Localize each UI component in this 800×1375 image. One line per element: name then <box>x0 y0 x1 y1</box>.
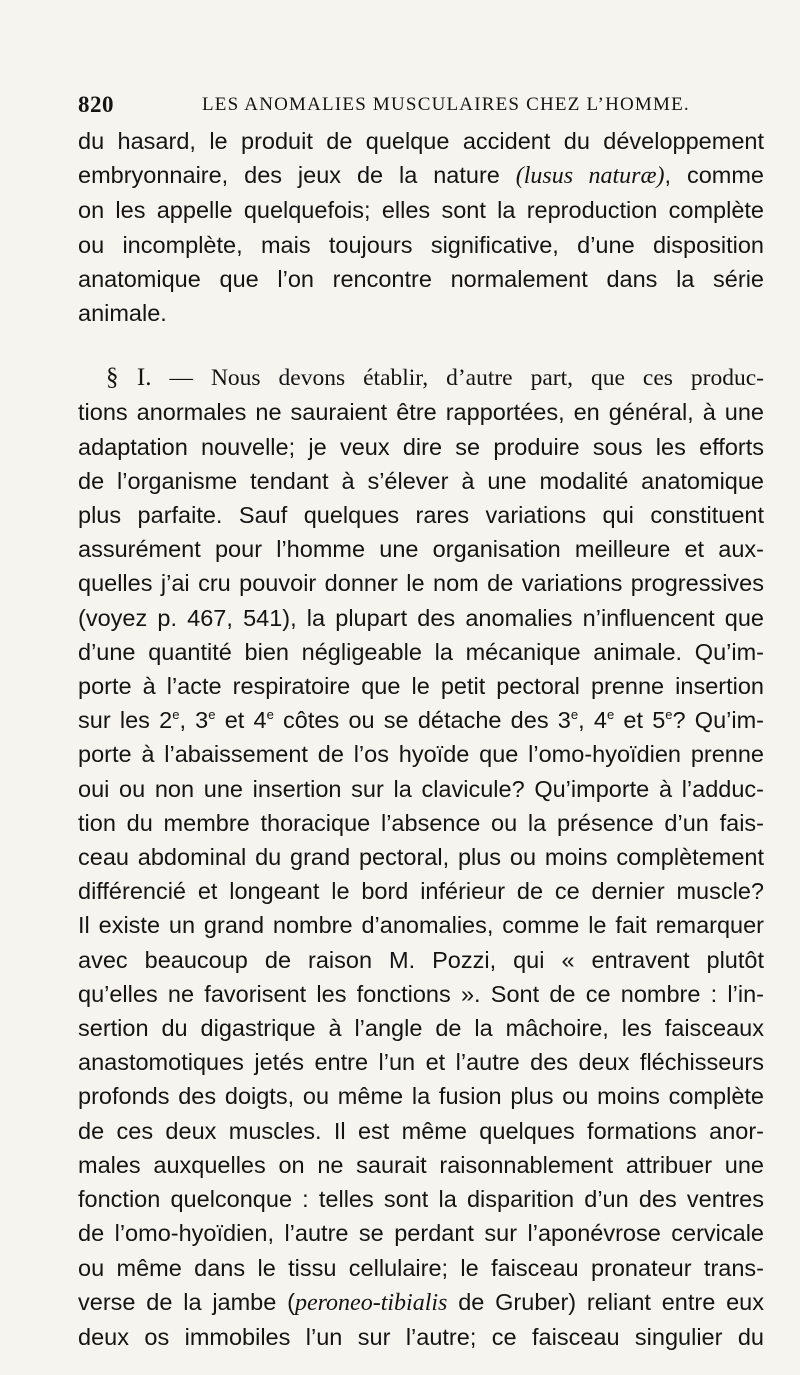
text-line: profonds des doigts, ou même la fusion plus ou moins complète <box>78 1083 764 1110</box>
text-line: anatomique que l’on rencontre normalement dans la série <box>78 265 764 292</box>
text-line: embryonnaire, des jeux de la nature (lusus naturæ), comme <box>78 162 764 190</box>
italic-phrase: (lusus naturæ) <box>515 163 665 190</box>
running-head <box>78 70 764 117</box>
text-line: males auxquelles on ne saurait raisonnablement attribuer une <box>78 1151 764 1178</box>
text-line: animale. <box>78 300 167 327</box>
text-line: fonction quelconque : telles sont la disparition d’un des ventres <box>78 1186 764 1213</box>
running-title: LES ANOMALIES MUSCULAIRES CHEZ L’HOMME. <box>202 94 690 115</box>
text-line: avec beaucoup de raison M. Pozzi, qui « entravent plutôt <box>78 946 764 973</box>
text-line: (voyez p. 467, 541), la plupart des anomalies n’influencent que <box>78 604 764 631</box>
text-line: ou incomplète, mais toujours significative, d’une disposition <box>78 231 764 258</box>
paragraph-gap <box>78 330 764 360</box>
text-line: adaptation nouvelle; je veux dire se produire sous les efforts <box>78 433 764 460</box>
text-line: tion du membre thoracique l’absence ou la présence d’un fais- <box>78 809 764 836</box>
book-page <box>78 70 764 1354</box>
section-lead: — Nous devons établir, d’autre part, que ces produc- <box>151 365 765 392</box>
page-number: 820 <box>78 92 114 117</box>
text-line: porte à l’acte respiratoire que le petit pectoral prenne insertion <box>78 673 764 700</box>
section-heading-line <box>78 360 764 395</box>
text-line: plus parfaite. Sauf quelques rares variations qui constituent <box>78 502 764 529</box>
section-mark: § I. <box>106 364 152 392</box>
text-line: ceau abdominal du grand pectoral, plus ou moins complètement <box>78 844 764 871</box>
body-text <box>78 124 764 1354</box>
text-line: qu’elles ne favorisent les fonctions ». Sont de ce nombre : l’in- <box>78 980 764 1007</box>
text-line-ribs: sur les 2e, 3e et 4e côtes ou se détache des 3e, 4e et 5e? Qu’im- <box>78 707 764 734</box>
text-line: on les appelle quelquefois; elles sont la reproduction complète <box>78 197 764 224</box>
text-line-gruber: verse de la jambe (peroneo-tibialis de Gruber) reliant entre eux <box>78 1288 764 1316</box>
text-line: de ces deux muscles. Il est même quelques formations anor- <box>78 1117 764 1144</box>
text-line: anastomotiques jetés entre l’un et l’autre des deux fléchisseurs <box>78 1049 764 1076</box>
text-line: quelles j’ai cru pouvoir donner le nom de variations progressives <box>78 570 764 597</box>
text-line: oui ou non une insertion sur la clavicule? Qu’importe à l’adduc- <box>78 775 764 802</box>
text-line: ou même dans le tissu cellulaire; le faisceau pronateur trans- <box>78 1254 764 1281</box>
text-line: de l’omo-hyoïdien, l’autre se perdant sur l’aponévrose cervicale <box>78 1220 764 1247</box>
text-line: porte à l’abaissement de l’os hyoïde que l’omo-hyoïdien prenne <box>78 741 764 768</box>
text-line: d’une quantité bien négligeable la mécanique animale. Qu’im- <box>78 638 764 665</box>
italic-term: peroneo-tibialis <box>294 1289 448 1316</box>
text-line: de l’organisme tendant à s’élever à une modalité anatomique <box>78 467 764 494</box>
text-line: du hasard, le produit de quelque accident du développement <box>78 128 764 154</box>
text-line: différencié et longeant le bord inférieur de ce dernier muscle? <box>78 878 764 905</box>
text-line: deux os immobiles l’un sur l’autre; ce faisceau singulier du <box>78 1323 764 1350</box>
text-line: Il existe un grand nombre d’anomalies, comme le fait remarquer <box>78 912 764 939</box>
text-line: sertion du digastrique à l’angle de la mâchoire, les faisceaux <box>78 1015 764 1042</box>
text-line: tions anormales ne sauraient être rapportées, en général, à une <box>78 399 764 426</box>
text-line: assurément pour l’homme une organisation meilleure et aux- <box>78 536 764 563</box>
